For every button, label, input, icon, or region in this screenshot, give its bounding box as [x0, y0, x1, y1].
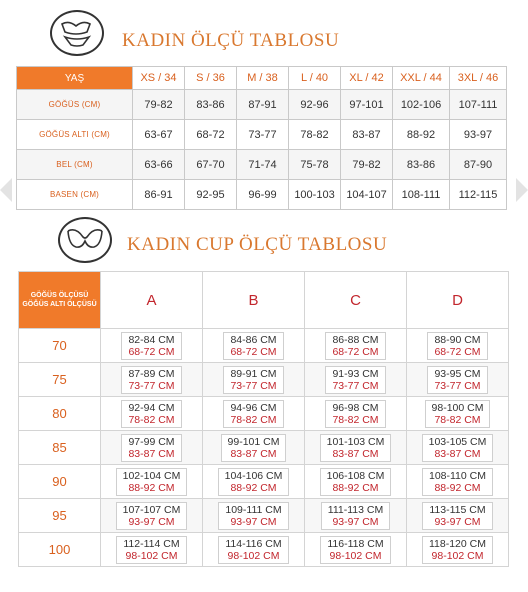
underbust-value: 98-102 CM [227, 549, 280, 562]
band-label: 85 [19, 431, 101, 465]
underbust-value: 73-77 CM [332, 379, 379, 392]
underbust-value: 68-72 CM [434, 345, 481, 358]
bust-value: 102-104 CM [122, 469, 181, 482]
table-row [17, 120, 507, 150]
cup-cell [422, 468, 493, 496]
bust-value: 91-93 CM [332, 367, 379, 380]
table-cell: 88-92 [393, 120, 450, 150]
size-column-header: M / 38 [237, 67, 289, 90]
table-cell: 79-82 [133, 90, 185, 120]
bust-value: 98-100 CM [431, 401, 484, 414]
size-corner-label: YAŞ [17, 67, 133, 90]
table-row [19, 363, 509, 397]
underbust-value: 98-102 CM [125, 549, 178, 562]
row-label: GÖĞÜS (CM) [17, 90, 133, 120]
bust-value: 89-91 CM [230, 367, 277, 380]
cup-cell [116, 468, 188, 496]
bust-value: 103-105 CM [428, 435, 487, 448]
cup-header: B [203, 272, 305, 329]
table-cell: 73-77 [237, 120, 289, 150]
size-column-header: XL / 42 [341, 67, 393, 90]
size-chart-title: KADIN ÖLÇÜ TABLOSU [122, 30, 340, 51]
cup-cell [218, 536, 288, 564]
underbust-value: 78-82 CM [230, 413, 277, 426]
row-label: BEL (CM) [17, 150, 133, 180]
band-label: 95 [19, 499, 101, 533]
bust-value: 109-111 CM [225, 503, 282, 516]
size-column-header: S / 36 [185, 67, 237, 90]
underbust-value: 98-102 CM [431, 549, 484, 562]
table-cell: 100-103 [289, 180, 341, 210]
underbust-value: 78-82 CM [332, 413, 379, 426]
cup-cell [121, 366, 181, 394]
cup-cell [223, 332, 283, 360]
table-cell: 96-99 [237, 180, 289, 210]
bust-value: 118-120 CM [428, 537, 486, 550]
size-column-header: XS / 34 [133, 67, 185, 90]
underbust-value: 93-97 CM [434, 515, 481, 528]
band-label: 100 [19, 533, 101, 567]
table-cell: 83-87 [341, 120, 393, 150]
table-row [17, 180, 507, 210]
table-cell: 83-86 [393, 150, 450, 180]
size-column-header: 3XL / 46 [450, 67, 507, 90]
underbust-value: 88-92 CM [434, 481, 481, 494]
table-cell: 92-96 [289, 90, 341, 120]
table-cell: 67-70 [185, 150, 237, 180]
row-label: GÖĞÜS ALTI (CM) [17, 120, 133, 150]
underbust-value: 98-102 CM [329, 549, 382, 562]
bust-value: 97-99 CM [128, 435, 175, 448]
underbust-value: 83-87 CM [128, 447, 175, 460]
size-column-header: XXL / 44 [393, 67, 450, 90]
underbust-value: 78-82 CM [434, 413, 481, 426]
underbust-value: 83-87 CM [230, 447, 277, 460]
band-label: 75 [19, 363, 101, 397]
underbust-value: 88-92 CM [128, 481, 175, 494]
cup-cell [218, 502, 288, 530]
table-cell: 104-107 [341, 180, 393, 210]
size-column-header: L / 40 [289, 67, 341, 90]
cup-cell [116, 536, 186, 564]
table-cell: 92-95 [185, 180, 237, 210]
table-row [19, 533, 509, 567]
table-row [19, 329, 509, 363]
cup-cell [321, 502, 390, 530]
previous-arrow-icon[interactable] [0, 178, 12, 202]
cup-cell [427, 332, 487, 360]
cup-cell [223, 400, 283, 428]
cup-header: D [407, 272, 509, 329]
cup-cell [422, 434, 494, 462]
cup-cell [422, 502, 492, 530]
table-cell: 71-74 [237, 150, 289, 180]
table-cell: 87-91 [237, 90, 289, 120]
table-cell: 107-111 [450, 90, 507, 120]
bust-value: 88-90 CM [434, 333, 481, 346]
underbust-value: 73-77 CM [434, 379, 481, 392]
cup-cell [320, 536, 390, 564]
underbust-value: 73-77 CM [128, 379, 175, 392]
bust-value: 113-115 CM [429, 503, 486, 516]
bust-value: 108-110 CM [428, 469, 486, 482]
table-cell: 63-67 [133, 120, 185, 150]
size-table [16, 66, 507, 210]
bust-value: 114-116 CM [225, 537, 282, 550]
cup-cell [121, 400, 181, 428]
table-cell: 102-106 [393, 90, 450, 120]
bust-value: 84-86 CM [230, 333, 277, 346]
table-cell: 75-78 [289, 150, 341, 180]
cup-header: A [101, 272, 203, 329]
cup-cell [320, 434, 392, 462]
row-label: BASEN (CM) [17, 180, 133, 210]
bust-value: 112-114 CM [123, 537, 180, 550]
cup-cell [427, 366, 487, 394]
underbust-value: 78-82 CM [128, 413, 175, 426]
cup-cell [320, 468, 392, 496]
cup-chart-title: KADIN CUP ÖLÇÜ TABLOSU [127, 234, 388, 255]
table-cell: 68-72 [185, 120, 237, 150]
table-row [19, 465, 509, 499]
table-cell: 83-86 [185, 90, 237, 120]
bust-value: 96-98 CM [332, 401, 379, 414]
underbust-value: 93-97 CM [230, 515, 277, 528]
bust-value: 104-106 CM [224, 469, 283, 482]
underbust-value: 93-97 CM [332, 515, 379, 528]
underbust-value: 83-87 CM [332, 447, 379, 460]
underbust-value: 88-92 CM [332, 481, 379, 494]
cup-cell [425, 400, 491, 428]
table-row [19, 499, 509, 533]
underbust-value: 68-72 CM [230, 345, 277, 358]
table-cell: 97-101 [341, 90, 393, 120]
cup-cell [422, 536, 493, 564]
bust-value: 107-107 CM [122, 503, 181, 516]
cup-cell [221, 434, 287, 462]
table-cell: 78-82 [289, 120, 341, 150]
cup-cell [218, 468, 290, 496]
cup-cell [223, 366, 283, 394]
table-row [17, 90, 507, 120]
next-arrow-icon[interactable] [516, 178, 528, 202]
underbust-value: 93-97 CM [128, 515, 175, 528]
cup-cell [325, 366, 385, 394]
table-cell: 79-82 [341, 150, 393, 180]
underbust-value: 68-72 CM [128, 345, 175, 358]
bust-value: 94-96 CM [230, 401, 277, 414]
bust-value: 106-108 CM [326, 469, 385, 482]
bust-value: 99-101 CM [227, 435, 280, 448]
table-cell: 93-97 [450, 120, 507, 150]
bust-value: 86-88 CM [332, 333, 379, 346]
table-cell: 112-115 [450, 180, 507, 210]
table-cell: 86-91 [133, 180, 185, 210]
underbust-value: 83-87 CM [434, 447, 481, 460]
underbust-value: 68-72 CM [332, 345, 379, 358]
table-cell: 108-111 [393, 180, 450, 210]
band-label: 80 [19, 397, 101, 431]
table-row [19, 397, 509, 431]
table-row [19, 431, 509, 465]
cup-cell [116, 502, 188, 530]
bust-value: 101-103 CM [326, 435, 385, 448]
bust-value: 82-84 CM [128, 333, 175, 346]
bust-value: 92-94 CM [128, 401, 175, 414]
bust-value: 93-95 CM [434, 367, 481, 380]
cup-cell [121, 332, 181, 360]
cup-cell [325, 400, 385, 428]
band-label: 70 [19, 329, 101, 363]
table-row [17, 150, 507, 180]
bra-icon [58, 217, 112, 263]
cup-table [18, 271, 509, 567]
bust-value: 116-118 CM [327, 537, 384, 550]
table-cell: 63-66 [133, 150, 185, 180]
cup-cell [325, 332, 385, 360]
bust-value: 111-113 CM [327, 503, 384, 516]
cup-header: C [305, 272, 407, 329]
table-cell: 87-90 [450, 150, 507, 180]
lingerie-icon [50, 10, 104, 56]
band-label: 90 [19, 465, 101, 499]
underbust-value: 88-92 CM [230, 481, 277, 494]
cup-corner-label: GÖĞÜS ÖLÇÜSÜ GÖĞÜS ALTI ÖLÇÜSÜ [19, 272, 101, 329]
underbust-value: 73-77 CM [230, 379, 277, 392]
bust-value: 87-89 CM [128, 367, 175, 380]
cup-cell [121, 434, 181, 462]
